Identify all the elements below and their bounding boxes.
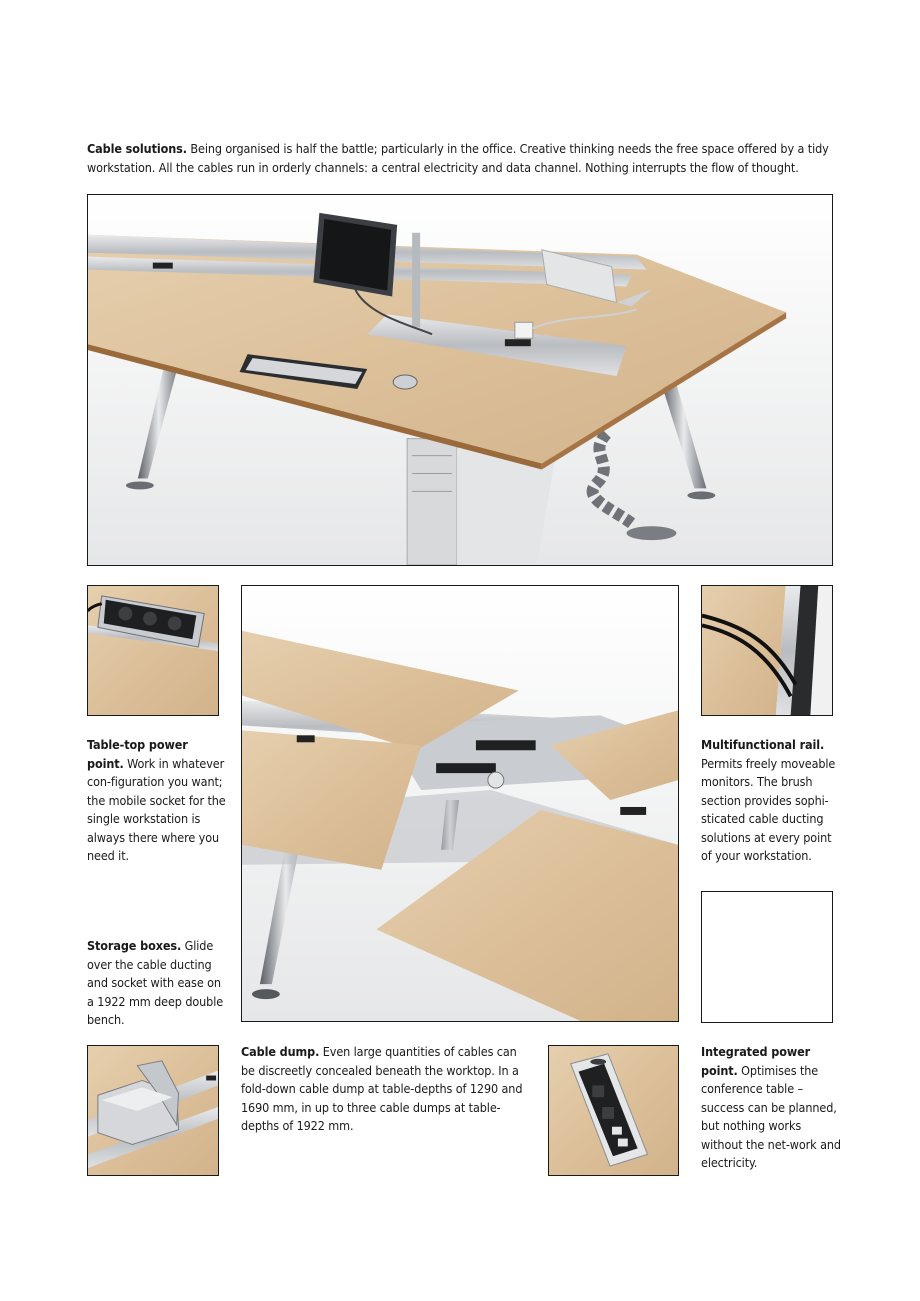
intro-heading: Cable solutions. <box>87 141 187 156</box>
tabletop-heading: Table-top power point. <box>87 737 188 771</box>
tabletop-power-point-photo <box>87 585 219 716</box>
intro-text: Being organised is half the battle; particularly in the office. Creative thinking needs the free space offered by a tidy workstation. All the cables run in orderly channels: a central electricity and data channel. Nothing interrupts the flow of thought. <box>87 141 829 175</box>
cable-dump-photo <box>241 585 679 1022</box>
rail-heading: Multifunctional rail. <box>701 737 825 752</box>
cable-dump-caption <box>241 1043 531 1136</box>
multifunctional-rail-caption <box>701 736 841 866</box>
tabletop-text: Work in whatever con-figuration you want; the mobile socket for the single workstation is always there where you need it. <box>87 755 226 863</box>
tabletop-power-point-caption <box>87 736 227 866</box>
storage-text: Glide over the cable ducting and socket with ease on a 1922 mm deep double bench. <box>87 938 224 1027</box>
main-table-photo <box>87 194 833 566</box>
integrated-heading: Integrated power point. <box>701 1044 811 1078</box>
dump-text: Even large quantities of cables can be discreetly concealed beneath the worktop. In a fold-down cable dump at table-depths of 1290 and 1690 mm, in up to three cable dumps at table-depths of 1922 mm. <box>241 1044 523 1133</box>
dump-heading: Cable dump. <box>241 1044 320 1059</box>
integrated-power-point-caption <box>701 1043 846 1173</box>
intro-paragraph <box>87 140 832 177</box>
storage-boxes-caption <box>87 937 227 1030</box>
storage-heading: Storage boxes. <box>87 938 182 953</box>
multifunctional-rail-photo <box>701 585 833 716</box>
empty-image-frame <box>701 891 833 1023</box>
integrated-text: Optimises the conference table – success can be planned, but nothing works without the net-work and electricity. <box>701 1062 841 1170</box>
integrated-power-point-photo <box>548 1045 679 1176</box>
storage-boxes-photo <box>87 1045 219 1176</box>
rail-text: Permits freely moveable monitors. The brush section provides sophi-sticated cable ducting solutions at every point of your workstation. <box>701 755 836 863</box>
